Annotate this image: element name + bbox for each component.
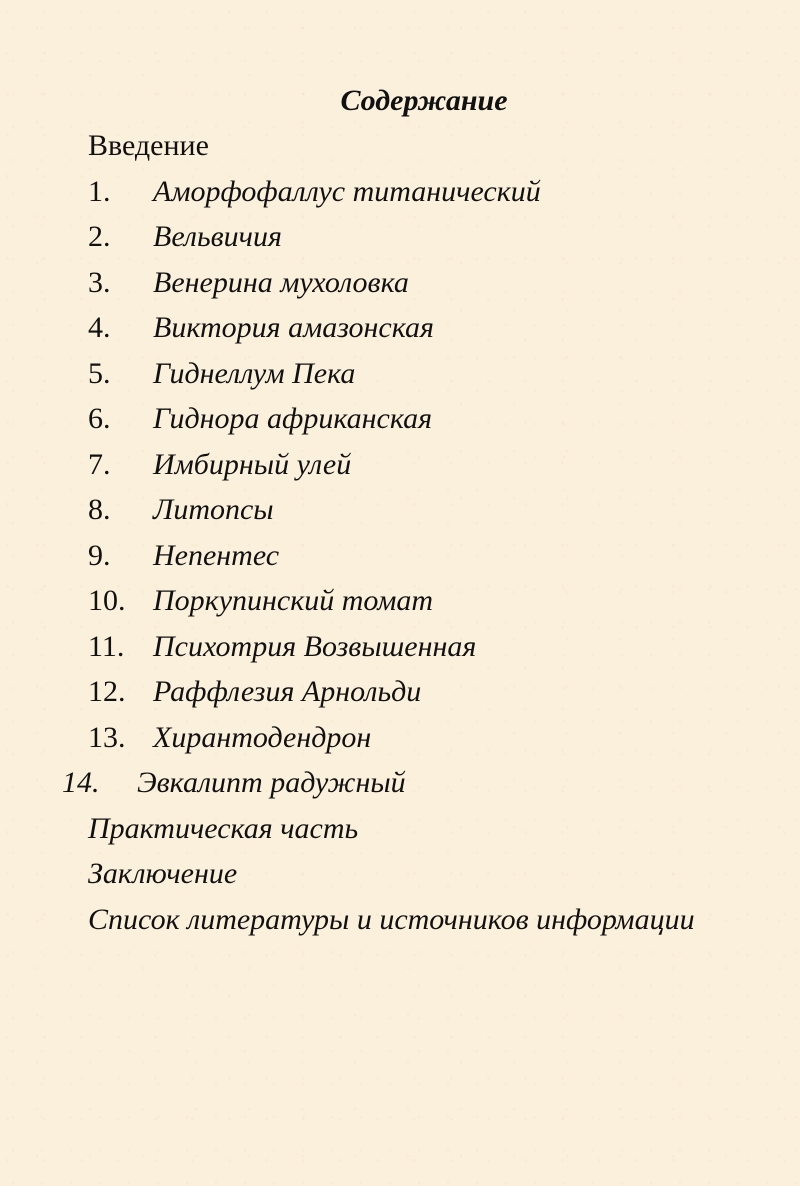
toc-item-number: 14. <box>62 766 100 799</box>
toc-introduction: Введение <box>88 129 209 162</box>
toc-item-label: Виктория амазонская <box>153 311 434 344</box>
toc-item-label: Поркупинский томат <box>153 584 434 617</box>
toc-practical-part: Практическая часть <box>88 812 359 845</box>
toc-item-number: 7. <box>88 448 111 481</box>
toc-item-label: Гиднора африканская <box>153 402 433 435</box>
toc-item-number: 12. <box>88 675 126 708</box>
toc-item-number: 8. <box>88 493 111 526</box>
toc-item-label: Вельвичия <box>153 220 282 253</box>
toc-item-number: 1. <box>88 175 111 208</box>
toc-item-number: 6. <box>88 402 111 435</box>
toc-item-label: Непентес <box>153 539 280 572</box>
toc-item-number: 4. <box>88 311 111 344</box>
toc-item-label: Раффлезия Арнольди <box>153 675 422 708</box>
page-title: Содержание <box>340 84 508 117</box>
toc-item-number: 2. <box>88 220 111 253</box>
toc-item-label: Хирантодендрон <box>153 721 372 754</box>
toc-item-number: 9. <box>88 539 111 572</box>
toc-item-label: Эвкалипт радужный <box>137 766 406 799</box>
toc-item-number: 10. <box>88 584 126 617</box>
toc-item-label: Гиднеллум Пека <box>153 357 356 390</box>
toc-item-number: 13. <box>88 721 126 754</box>
toc-item-number: 11. <box>88 630 125 663</box>
toc-item-label: Имбирный улей <box>153 448 352 481</box>
toc-item-label: Аморфофаллус титанический <box>153 175 541 208</box>
toc-item-label: Венерина мухоловка <box>153 266 409 299</box>
toc-item-label: Литопсы <box>153 493 274 526</box>
toc-item-number: 5. <box>88 357 111 390</box>
toc-conclusion: Заключение <box>88 857 238 890</box>
toc-item-label: Психотрия Возвышенная <box>153 630 477 663</box>
toc-item-number: 3. <box>88 266 111 299</box>
toc-references: Список литературы и источников информации <box>88 903 695 936</box>
